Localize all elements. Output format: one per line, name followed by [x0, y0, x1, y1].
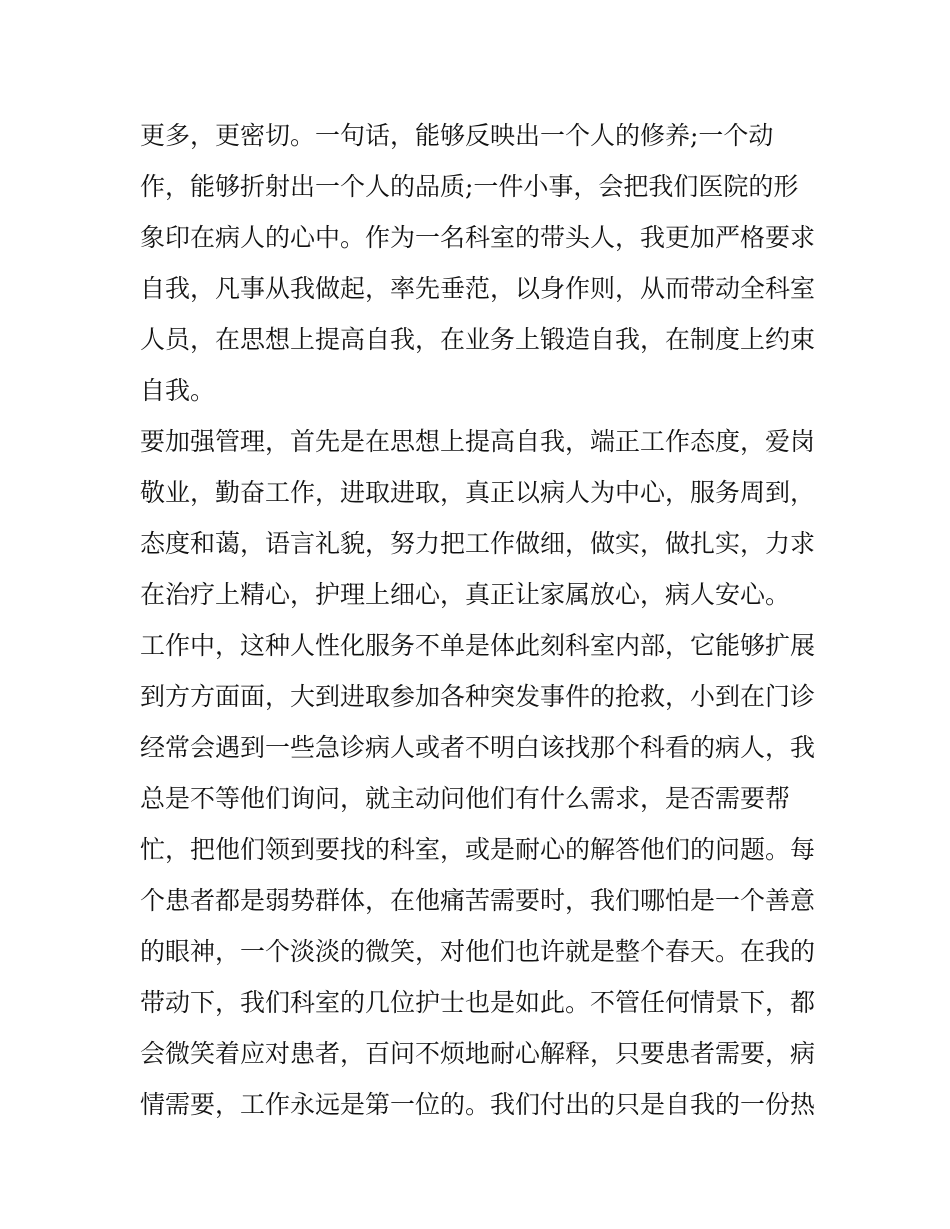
- text-line: 自我。: [140, 376, 216, 405]
- text-line: 个患者都是弱势群体，在他痛苦需要时，我们哪怕是一个善意: [140, 886, 816, 915]
- text-line: 更多，更密切。一句话，能够反映出一个人的修养;一个动: [140, 121, 774, 150]
- body-text: [140, 110, 820, 1130]
- text-line: 会微笑着应对患者，百问不烦地耐心解释，只要患者需要，病: [140, 1039, 816, 1068]
- text-line: 带动下，我们科室的几位护士也是如此。不管任何情景下，都: [140, 988, 816, 1017]
- text-line: 要加强管理，首先是在思想上提高自我，端正工作态度，爱岗: [140, 427, 816, 456]
- text-line: 到方方面面，大到进取参加各种突发事件的抢救，小到在门诊: [140, 682, 816, 711]
- text-line: 工作中，这种人性化服务不单是体此刻科室内部，它能够扩展: [140, 631, 816, 660]
- text-line: 的眼神，一个淡淡的微笑，对他们也许就是整个春天。在我的: [140, 937, 816, 966]
- text-line: 人员，在思想上提高自我，在业务上锻造自我，在制度上约束: [140, 325, 816, 354]
- text-line: 经常会遇到一些急诊病人或者不明白该找那个科看的病人，我: [140, 733, 816, 762]
- text-line: 在治疗上精心，护理上细心，真正让家属放心，病人安心。: [140, 580, 791, 609]
- text-line: 总是不等他们询问，就主动问他们有什么需求，是否需要帮: [140, 784, 791, 813]
- text-line: 敬业，勤奋工作，进取进取，真正以病人为中心，服务周到，: [140, 478, 816, 507]
- text-line: 态度和蔼，语言礼貌，努力把工作做细，做实，做扎实，力求: [140, 529, 816, 558]
- text-line: 象印在病人的心中。作为一名科室的带头人，我更加严格要求: [140, 223, 816, 252]
- text-line: 自我，凡事从我做起，率先垂范，以身作则，从而带动全科室: [140, 274, 816, 303]
- text-line: 作，能够折射出一个人的品质;一件小事，会把我们医院的形: [140, 172, 799, 201]
- text-line: 忙，把他们领到要找的科室，或是耐心的解答他们的问题。每: [140, 835, 816, 864]
- text-line: 情需要，工作永远是第一位的。我们付出的只是自我的一份热: [140, 1090, 816, 1119]
